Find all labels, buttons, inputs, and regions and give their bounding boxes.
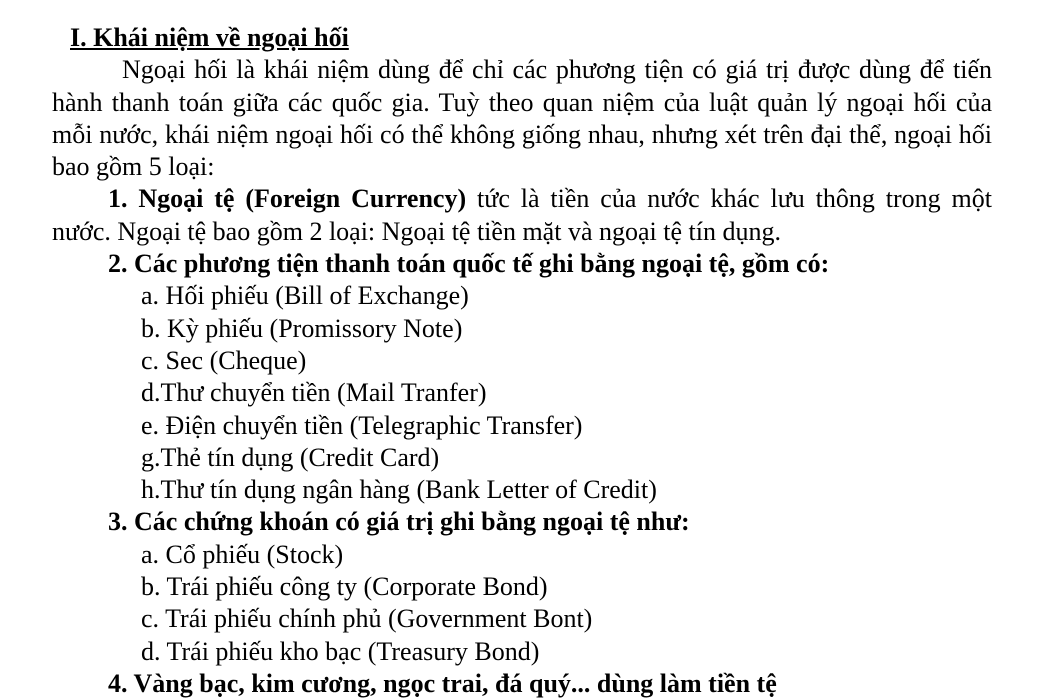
list-item: c. Trái phiếu chính phủ (Government Bont) — [141, 604, 593, 634]
list-item: b. Trái phiếu công ty (Corporate Bond) — [141, 572, 548, 602]
section-heading: I. Khái niệm về ngoại hối — [70, 23, 349, 52]
list-item: d. Trái phiếu kho bạc (Treasury Bond) — [141, 636, 540, 666]
list-item: d.Thư chuyển tiền (Mail Tranfer) — [141, 378, 487, 408]
item-1-body: tức là tiền của nước khác lưu thông trong một nước. Ngoại tệ bao gồm 2 loại: Ngoại tệ tiền mặt và ngoại tệ tín dụng. — [52, 184, 993, 246]
item-4-title-partial: 4. Vàng bạc, kim cương, ngọc trai, đá quý... dùng làm tiền tệ — [108, 668, 777, 698]
item-2-title: 2. Các phương tiện thanh toán quốc tế ghi bằng ngoại tệ, gồm có: — [108, 249, 830, 279]
list-item: c. Sec (Cheque) — [141, 345, 307, 375]
list-item: h.Thư tín dụng ngân hàng (Bank Letter of Credit) — [141, 475, 657, 505]
document-body — [52, 22, 993, 698]
item-3-title: 3. Các chứng khoán có giá trị ghi bằng ngoại tệ như: — [108, 507, 690, 537]
intro-paragraph: Ngoại hối là khái niệm dùng để chỉ các phương tiện có giá trị được dùng để tiến hành thanh toán giữa các quốc gia. Tuỳ theo quan niệm của luật quản lý ngoại hối của mỗi nước, khái niệm ngoại hối có thể không giống nhau, nhưng xét trên đại thể, ngoại hối bao gồm 5 loại: — [52, 55, 992, 182]
list-item: a. Hối phiếu (Bill of Exchange) — [141, 281, 469, 311]
list-item: e. Điện chuyển tiền (Telegraphic Transfer) — [141, 410, 583, 440]
list-item: a. Cổ phiếu (Stock) — [141, 539, 344, 569]
list-item: b. Kỳ phiếu (Promissory Note) — [141, 313, 463, 343]
item-1-title: 1. Ngoại tệ (Foreign Currency) — [108, 184, 467, 214]
list-item: g.Thẻ tín dụng (Credit Card) — [141, 442, 440, 472]
item-1-paragraph — [52, 183, 992, 248]
